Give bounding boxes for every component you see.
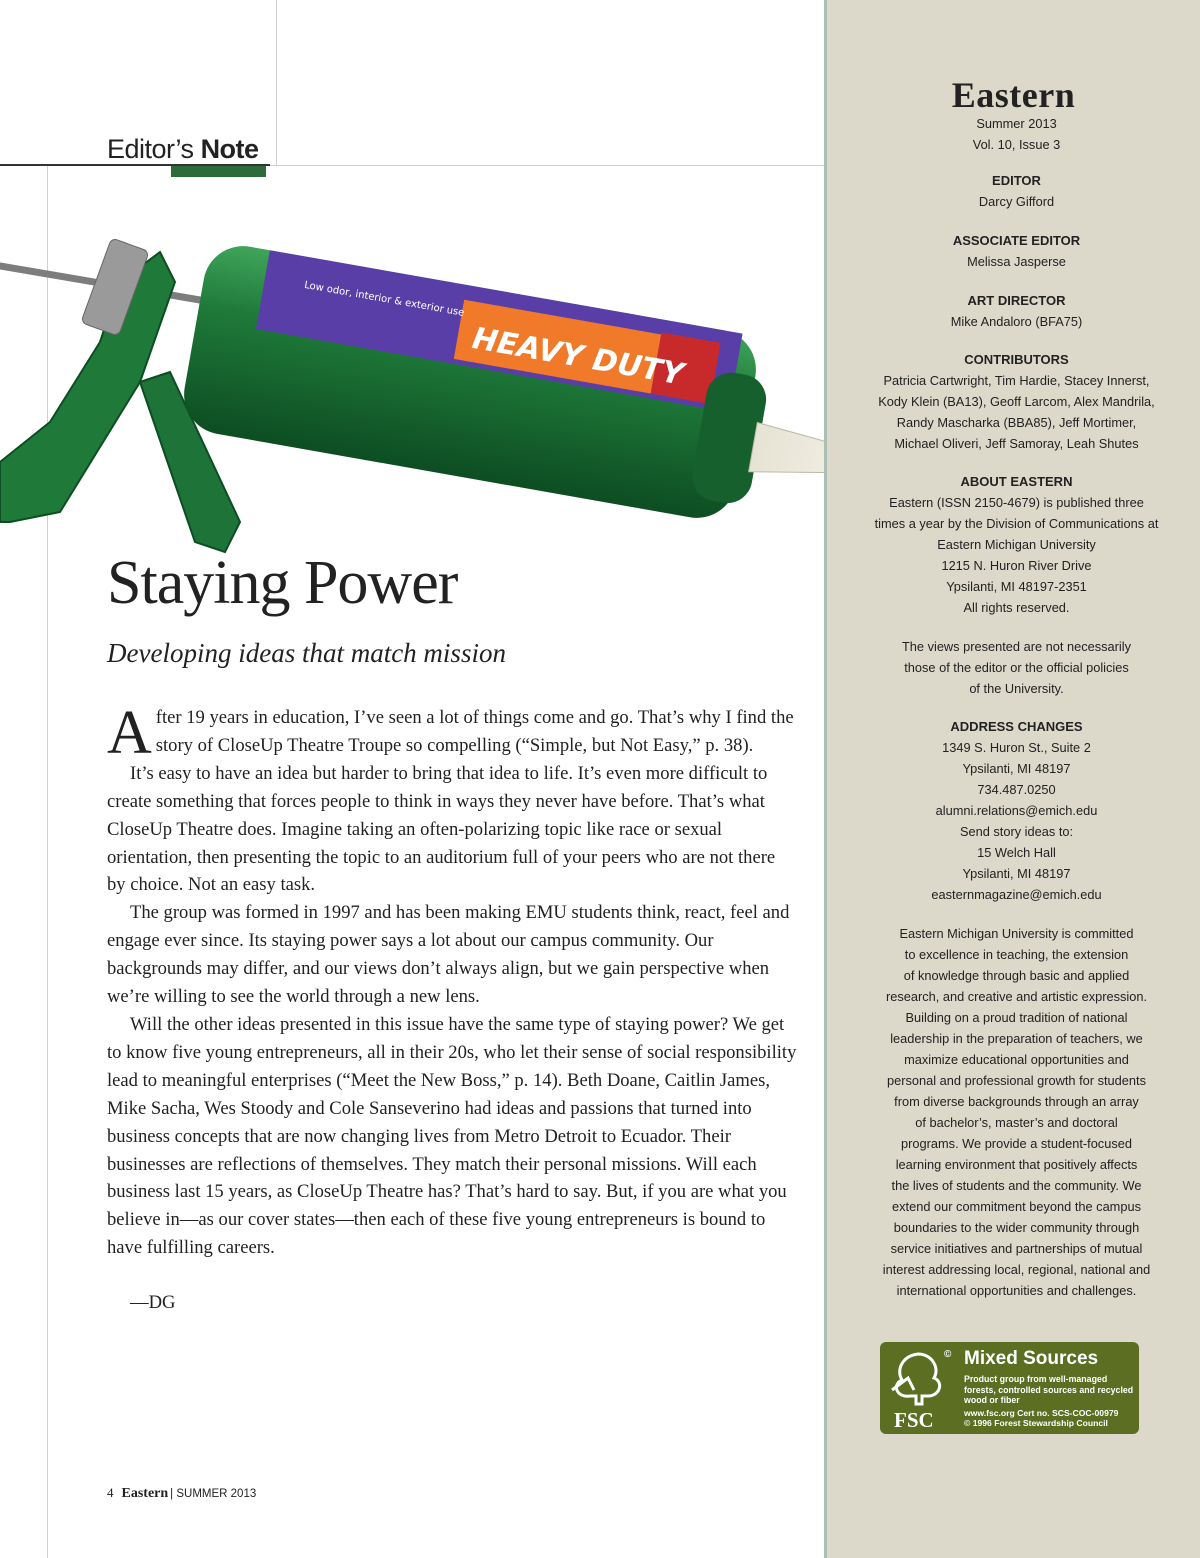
associate-editor-name: Melissa Jasperse <box>967 254 1066 269</box>
mission-line: personal and professional growth for students <box>887 1073 1146 1088</box>
section-label <box>107 134 259 165</box>
fsc-title: Mixed Sources <box>964 1348 1099 1369</box>
article-title: Staying Power <box>107 549 458 617</box>
mission-line: service initiatives and partnerships of mutual <box>890 1241 1143 1256</box>
associate-editor-heading: ASSOCIATE EDITOR <box>952 233 1081 248</box>
art-director-name: Mike Andaloro (BFA75) <box>950 314 1083 329</box>
art-director-heading: ART DIRECTOR <box>967 293 1066 308</box>
fsc-certification <box>964 1408 1134 1428</box>
footer-issue: | SUMMER 2013 <box>170 1488 257 1500</box>
mission-line: Eastern Michigan University is committed <box>899 926 1134 941</box>
mission-line: from diverse backgrounds through an array <box>894 1094 1139 1109</box>
address-block <box>833 716 1200 905</box>
issue-volume: Vol. 10, Issue 3 <box>972 137 1061 152</box>
contributors-heading: CONTRIBUTORS <box>964 352 1069 367</box>
contributors-line: Kody Klein (BA13), Geoff Larcom, Alex Mandrila, <box>878 394 1155 409</box>
article-subtitle: Developing ideas that match mission <box>107 638 506 668</box>
fsc-badge <box>880 1342 1139 1434</box>
tube-small-text: Low odor, interior & exterior use <box>303 279 466 319</box>
fsc-registered-mark: © <box>944 1349 952 1360</box>
article-body <box>107 699 797 1262</box>
paragraph-2: It’s easy to have an idea but harder to bring that idea to life. It’s even more difficult to create something that forces people to think in ways they never have before. That’s what CloseUp Theatre does. Imagine taking an often-polarizing topic like race or sexual orientation, then presenting the topic to an auditorium full of your peers who are not there by choice. Not an easy task. <box>107 762 776 896</box>
header-rule <box>270 165 824 166</box>
paragraph-4: Will the other ideas presented in this issue have the same type of staying power? We get to know five young entrepreneurs, all in their 20s, who let their sense of social responsibility lead to meaningful enterprises (“Meet the New Boss,” p. 14). Beth Doane, Caitlin James, Mike Sacha, Wes Stoody and Cole Sanseverino had ideas and passions that turned into business concepts that are now changing lives from Metro Detroit to Ecuador. Their businesses are reflections of themselves. They match their personal missions. Will each business last 15 years, as CloseUp Theatre has? That’s hard to say. But, if you are what you believe in—as our cover states—then each of these five young entrepreneurs is bound to have fulfilling careers. <box>107 1013 797 1259</box>
mission-block <box>833 923 1200 1301</box>
issue-info <box>833 113 1200 155</box>
mission-line: leadership in the preparation of teachers, we <box>890 1031 1143 1046</box>
mission-line: programs. We provide a student-focused <box>901 1136 1132 1151</box>
editor-heading: EDITOR <box>992 173 1041 188</box>
section-label-bold: Note <box>200 134 259 164</box>
address-heading: ADDRESS CHANGES <box>950 719 1083 734</box>
art-director-block <box>833 290 1200 332</box>
masthead-sidebar <box>824 0 1200 1558</box>
masthead-title: Eastern <box>951 75 1076 115</box>
mission-line: boundaries to the wider community through <box>893 1220 1140 1235</box>
footer-magazine: Eastern <box>121 1486 169 1501</box>
issue-season: Summer 2013 <box>976 116 1057 131</box>
views-line: those of the editor or the official policies <box>904 660 1129 675</box>
about-line: All rights reserved. <box>963 600 1070 615</box>
associate-editor-block <box>833 230 1200 272</box>
about-line: Eastern Michigan University <box>937 537 1096 552</box>
mission-line: the lives of students and the community. We <box>891 1178 1142 1193</box>
mission-line: Building on a proud tradition of national <box>905 1010 1128 1025</box>
about-line: Eastern (ISSN 2150-4679) is published three <box>889 495 1144 510</box>
about-block <box>833 471 1200 618</box>
signature: —DG <box>130 1292 176 1313</box>
fsc-mark: FSC <box>894 1408 934 1432</box>
contributors-line: Michael Oliveri, Jeff Samoray, Leah Shutes <box>894 436 1139 451</box>
caulking-gun-image <box>0 222 930 562</box>
fsc-tree-icon <box>888 1350 948 1406</box>
section-label-light: Editor’s <box>107 134 194 164</box>
mission-line: maximize educational opportunities and <box>904 1052 1129 1067</box>
paragraph-1-text: fter 19 years in education, I’ve seen a lot of things come and go. That’s why I find the story of CloseUp Theatre Troupe so compelling (“Simple, but Not Easy,” p. 38). <box>155 707 794 756</box>
about-line: 1215 N. Huron River Drive <box>941 558 1092 573</box>
fsc-cert-line: © 1996 Forest Stewardship Council <box>964 1418 1108 1428</box>
address-line: Ypsilanti, MI 48197 <box>962 761 1071 776</box>
page-footer <box>107 1485 256 1502</box>
mission-line: learning environment that positively affects <box>895 1157 1138 1172</box>
views-line: The views presented are not necessarily <box>901 639 1132 654</box>
editor-name: Darcy Gifford <box>978 194 1055 209</box>
address-line: 1349 S. Huron St., Suite 2 <box>942 740 1091 755</box>
paragraph-3: The group was formed in 1997 and has been making EMU students think, react, feel and engage ever since. Its staying power says a lot about our campus community. Our backgrounds may differ, and our views don’t always align, but we gain perspective when we’re willing to see the world through a new lens. <box>107 902 790 1008</box>
views-line: of the University. <box>969 681 1064 696</box>
page-number: 4 <box>107 1485 114 1500</box>
mission-line: international opportunities and challenges. <box>896 1283 1137 1298</box>
about-line: Ypsilanti, MI 48197-2351 <box>946 579 1087 594</box>
mission-line: to excellence in teaching, the extension <box>904 947 1129 962</box>
about-heading: ABOUT EASTERN <box>960 474 1073 489</box>
about-line: times a year by the Division of Communications at <box>874 516 1159 531</box>
fsc-cert-line: www.fsc.org Cert no. SCS-COC-00979 <box>964 1408 1119 1418</box>
magazine-email-link[interactable]: easternmagazine@emich.edu <box>931 887 1102 902</box>
address-line: Send story ideas to: <box>959 824 1074 839</box>
contributors-block <box>833 349 1200 454</box>
paragraph-1 <box>107 699 797 767</box>
address-line: Ypsilanti, MI 48197 <box>962 866 1071 881</box>
views-block <box>833 636 1200 699</box>
contributors-line: Randy Mascharka (BBA85), Jeff Mortimer, <box>896 415 1137 430</box>
mission-line: of bachelor’s, master’s and doctoral <box>915 1115 1118 1130</box>
address-line: 15 Welch Hall <box>977 845 1056 860</box>
contributors-line: Patricia Cartwright, Tim Hardie, Stacey Innerst, <box>883 373 1150 388</box>
address-line: 734.487.0250 <box>977 782 1056 797</box>
editor-block <box>833 170 1200 212</box>
fsc-description: Product group from well-managed forests, controlled sources and recycled wood or fiber <box>964 1374 1134 1405</box>
drop-cap: A <box>107 699 152 767</box>
mission-line: interest addressing local, regional, national and <box>882 1262 1151 1277</box>
section-accent-bar <box>171 166 266 177</box>
mission-line: research, and creative and artistic expression. <box>885 989 1148 1004</box>
tube-brand-text: HEAVY DUTY <box>469 321 687 393</box>
mission-line: extend our commitment beyond the campus <box>892 1199 1141 1214</box>
column-rule-top <box>276 0 277 166</box>
alumni-email-link[interactable]: alumni.relations@emich.edu <box>935 803 1098 818</box>
mission-line: of knowledge through basic and applied <box>903 968 1130 983</box>
